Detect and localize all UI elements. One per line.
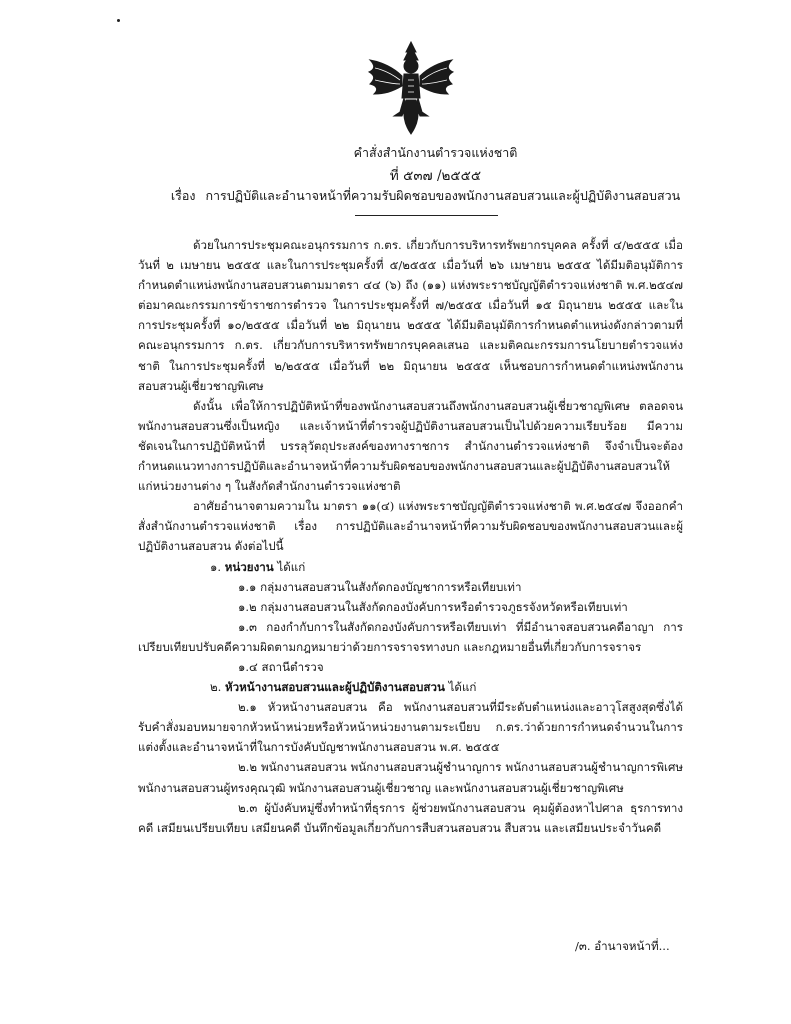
paragraph-purpose: ดังนั้น เพื่อให้การปฏิบัติหน้าที่ของพนักงานสอบสวนถึงพนักงานสอบสวนผู้เชี่ยวชาญพิเศษ ตลอดจนพนักงานสอบสวนซึ่งเป็นหญิง และเจ้าหน้าที่ตำรวจผู้ปฏิบัติงานสอบสวนเป็นไปด้วยความเรียบร้อย มีความชัดเจนในการปฏิบัติหน้าที่ บรรลุวัตถุประสงค์ของทางราชการ สำนักงานตำรวจแห่งชาติ จึงจำเป็นจะต้องกำหนดแนวทางการปฏิบัติและอำนาจหน้าที่ความรับผิดชอบของพนักงานสอบสวนและผู้ปฏิบัติงานสอบสวนให้แก่หน่วยงานต่าง ๆ ในสังกัดสำนักงานตำรวจแห่งชาติ [138,398,683,494]
order-number: ที่ ๕๓๗ /๒๕๕๕ [389,168,482,184]
section-1-item: ๑.๔ สถานีตำรวจ [238,659,324,674]
paragraph-authority: อาศัยอำนาจตามความใน มาตรา ๑๑(๔) แห่งพระราชบัญญัติตำรวจแห่งชาติ พ.ศ.๒๕๔๗ จึงออกคำสั่งสำนักงานตำรวจแห่งชาติ เรื่อง การปฏิบัติและอำนาจหน้าที่ความรับผิดชอบของพนักงานสอบสวนและผู้ปฏิบัติงานสอบสวน ดังต่อไปนี้ [138,499,683,554]
order-subject [30,186,791,206]
section-1-item: ๑.๓ กองกำกับการในสังกัดกองบังคับการหรือเทียบเท่า ที่มีอำนาจสอบสวนคดีอาญา การเปรียบเทียบปรับคดีความผิดตามกฎหมายว่าด้วยการจราจรทางบก และกฎหมายอื่นที่เกี่ยวกับการจราจร [138,619,683,654]
section-2-suffix: ได้แก่ [448,680,477,695]
section-1-item: ๑.๑ กลุ่มงานสอบสวนในสังกัดกองบัญชาการหรือเทียบเท่า [238,579,522,594]
section-2-item: ๒.๓ ผู้บังคับหมู่ซึ่งทำหน้าที่ธุรการ ผู้ช่วยพนักงานสอบสวน คุมผู้ต้องหาไปศาล ธุรการทางคดี เสมียนเปรียบเทียบ เสมียนคดี บันทึกข้อมูลเกี่ยวกับการสืบสวนสอบสวน สืบสวน และเสมียนประจำวันคดี [138,800,683,835]
section-2-number: ๒. [210,680,222,695]
section-1-number: ๑. [210,559,222,574]
section-1-suffix: ได้แก่ [277,559,306,574]
section-2-heading [138,677,683,697]
order-title: คำสั่งสำนักงานตำรวจแห่งชาติ [353,145,518,160]
continuation-note: /๓. อำนาจหน้าที่... [575,939,670,953]
subject-text: การปฏิบัติและอำนาจหน้าที่ความรับผิดชอบของพนักงานสอบสวนและผู้ปฏิบัติงานสอบสวน [205,188,681,203]
scan-speck [117,19,120,22]
paragraph-preamble: ด้วยในการประชุมคณะอนุกรรมการ ก.ตร. เกี่ยวกับการบริหารทรัพยากรบุคคล ครั้งที่ ๔/๒๕๕๕ เมื่อวันที่ ๒ เมษายน ๒๕๕๕ และในการประชุมครั้งที่ ๕/๒๕๕๕ เมื่อวันที่ ๒๖ เมษายน ๒๕๕๕ ได้มีมติอนุมัติการกำหนดตำแหน่งพนักงานสอบสวนตามมาตรา ๔๔ (๖) ถึง (๑๑) แห่งพระราชบัญญัติตำรวจแห่งชาติ พ.ศ.๒๕๔๗ ต่อมาคณะกรรมการข้าราชการตำรวจ ในการประชุมครั้งที่ ๗/๒๕๕๕ เมื่อวันที่ ๑๕ มิถุนายน ๒๕๕๕ และในการประชุมครั้งที่ ๑๐/๒๕๕๕ เมื่อวันที่ ๒๒ มิถุนายน ๒๕๕๕ ได้มีมติอนุมัติการกำหนดตำแหน่งดังกล่าวตามที่คณะอนุกรรมการ ก.ตร. เกี่ยวกับการบริหารทรัพยากรบุคคลเสนอ และมติคณะกรรมการนโยบายตำรวจแห่งชาติ ในการประชุมครั้งที่ ๒/๒๕๕๕ เมื่อวันที่ ๒๒ มิถุนายน ๒๕๕๕ เห็นชอบการกำหนดตำแหน่งพนักงานสอบสวนผู้เชี่ยวชาญพิเศษ [138,238,683,393]
section-1-title: หน่วยงาน [224,559,274,574]
garuda-emblem-icon [366,40,456,136]
title-divider [355,215,498,216]
section-2-title: หัวหน้างานสอบสวนและผู้ปฏิบัติงานสอบสวน [225,680,445,695]
document-body [138,235,683,838]
section-1-item: ๑.๒ กลุ่มงานสอบสวนในสังกัดกองบังคับการหรือตำรวจภูธรจังหวัดหรือเทียบเท่า [238,599,628,614]
section-2-item: ๒.๑ หัวหน้างานสอบสวน คือ พนักงานสอบสวนที่มีระดับตำแหน่งและอาวุโสสูงสุดซึ่งได้รับคำสั่งมอบหมายจากหัวหน้าหน่วยหรือหัวหน้าหน่วยงานตามระเบียบ ก.ตร.ว่าด้วยการกำหนดจำนวนในการแต่งตั้งและอำนาจหน้าที่ในการบังคับบัญชาพนักงานสอบสวน พ.ศ. ๒๕๕๕ [138,700,683,755]
section-2-item: ๒.๒ พนักงานสอบสวน พนักงานสอบสวนผู้ชำนาญการ พนักงานสอบสวนผู้ชำนาญการพิเศษ พนักงานสอบสวนผู้ทรงคุณวุฒิ พนักงานสอบสวนผู้เชี่ยวชาญ และพนักงานสอบสวนผู้เชี่ยวชาญพิเศษ [138,760,683,795]
section-1-heading [138,557,683,577]
subject-label: เรื่อง [170,188,196,203]
